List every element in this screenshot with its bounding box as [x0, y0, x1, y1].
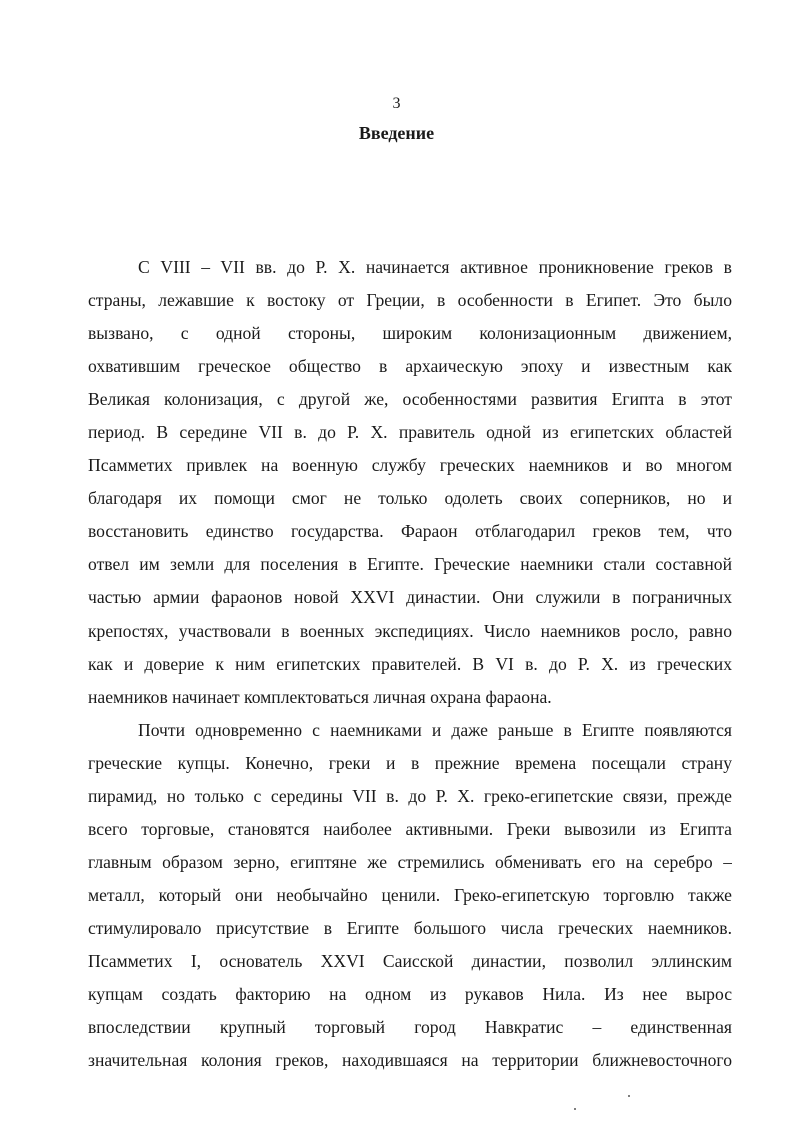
text-line: страны, лежавшие к востоку от Греции, в особенности в Египет. Это было	[88, 290, 732, 311]
text-line: как и доверие к ним египетских правителей. В VI в. до Р. Х. из греческих	[88, 653, 732, 674]
text-line: период. В середине VII в. до Р. Х. правитель одной из египетских областей	[88, 422, 732, 443]
scan-speck	[574, 1108, 576, 1110]
text-line: восстановить единство государства. Фараон отблагодарил греков тем, что	[88, 521, 732, 542]
section-heading: Введение	[358, 123, 435, 143]
text-line: главным образом зерно, египтяне же стремились обменивать его на серебро –	[88, 851, 732, 872]
text-line: греческие купцы. Конечно, греки и в прежние времена посещали страну	[88, 752, 732, 773]
text-line: благодаря их помощи смог не только одолеть своих соперников, но и	[88, 488, 732, 509]
text-line: вызвано, с одной стороны, широким колонизационным движением,	[88, 323, 732, 344]
text-line: купцам создать факторию на одном из рукавов Нила. Из нее вырос	[88, 984, 732, 1005]
text-line: Псамметих I, основатель XXVI Саисской династии, позволил эллинским	[88, 950, 732, 971]
text-line: отвел им земли для поселения в Египте. Греческие наемники стали составной	[88, 554, 732, 575]
text-line: стимулировало присутствие в Египте большого числа греческих наемников.	[88, 917, 732, 938]
text-line: всего торговые, становятся наиболее активными. Греки вывозили из Египта	[88, 818, 732, 839]
text-line: металл, который они необычайно ценили. Греко-египетскую торговлю также	[88, 884, 732, 905]
text-line: Почти одновременно с наемниками и даже раньше в Египте появляются	[138, 719, 732, 740]
body-text	[88, 251, 732, 1077]
text-line: значительная колония греков, находившаяся на территории ближневосточного	[88, 1050, 732, 1071]
scan-speck	[628, 1095, 630, 1097]
text-line: крепостях, участвовали в военных экспедициях. Число наемников росло, равно	[88, 620, 732, 641]
text-line: пирамид, но только с середины VII в. до Р. Х. греко-египетские связи, прежде	[88, 785, 732, 806]
text-line: наемников начинает комплектоваться личная охрана фараона.	[88, 686, 552, 707]
text-line: охватившим греческое общество в архаическую эпоху и известным как	[88, 356, 732, 377]
text-line: Великая колонизация, с другой же, особенностями развития Египта в этот	[88, 389, 732, 410]
text-line: Псамметих привлек на военную службу греческих наемников и во многом	[88, 455, 732, 476]
text-line: впоследствии крупный торговый город Навкратис – единственная	[88, 1017, 732, 1038]
text-line: С VIII – VII вв. до Р. Х. начинается активное проникновение греков в	[138, 257, 732, 277]
text-line: частью армии фараонов новой XXVI династии. Они служили в пограничных	[88, 587, 732, 608]
page-number: 3	[392, 95, 401, 112]
